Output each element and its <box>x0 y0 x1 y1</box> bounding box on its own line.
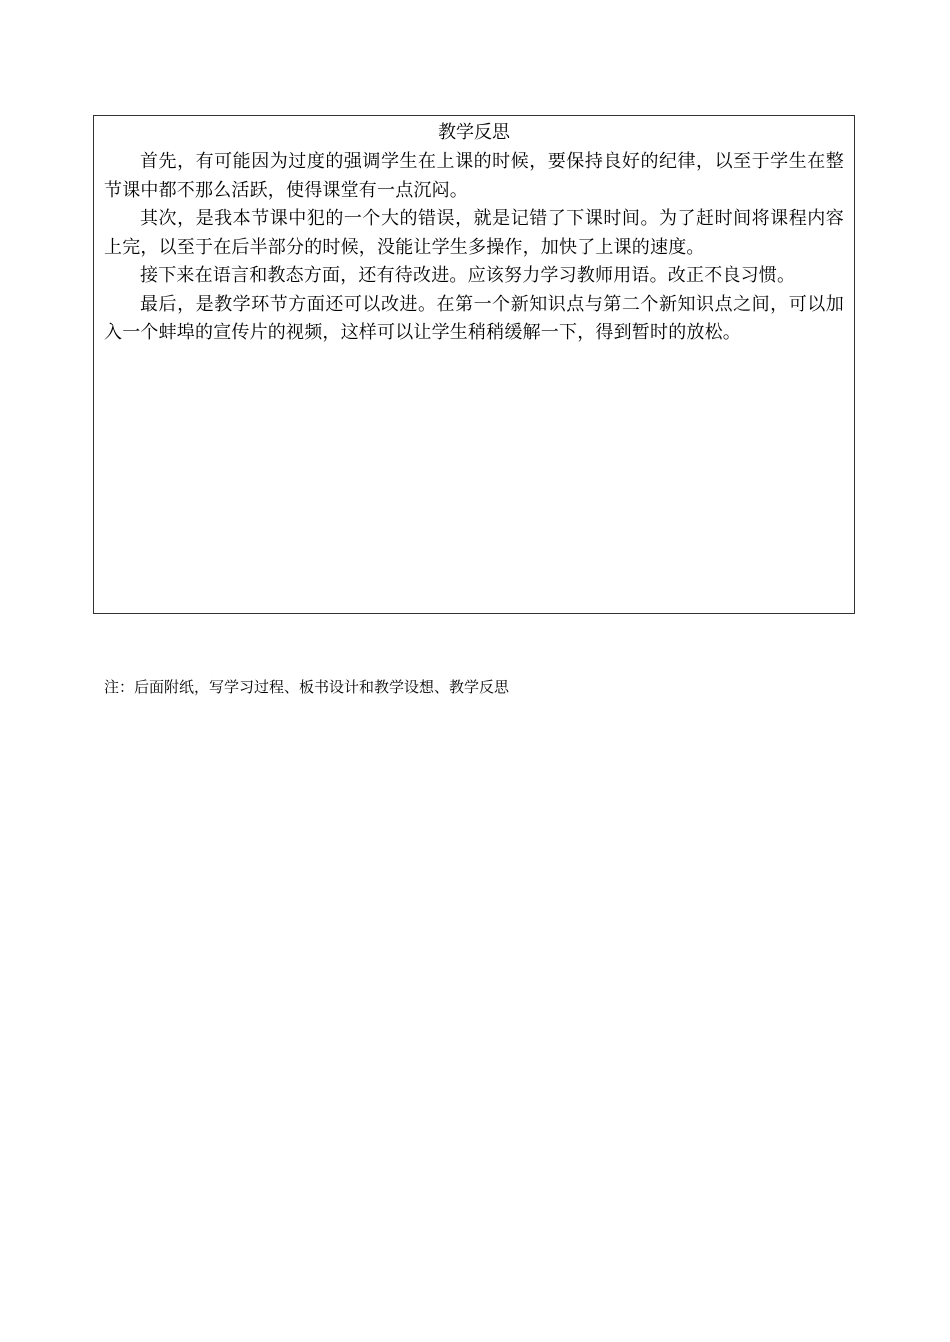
reflection-paragraph-1: 首先，有可能因为过度的强调学生在上课的时候，要保持良好的纪律，以至于学生在整节课中都不那么活跃，使得课堂有一点沉闷。 <box>104 151 844 201</box>
reflection-table-cell <box>93 115 855 614</box>
footnote: 注：后面附纸，写学习过程、板书设计和教学设想、教学反思 <box>104 678 510 696</box>
reflection-paragraph-4: 最后，是教学环节方面还可以改进。在第一个新知识点与第二个新知识点之间，可以加入一个蚌埠的宣传片的视频，这样可以让学生稍稍缓解一下，得到暂时的放松。 <box>104 293 844 343</box>
reflection-paragraph-2: 其次，是我本节课中犯的一个大的错误，就是记错了下课时间。为了赶时间将课程内容上完，以至于在后半部分的时候，没能让学生多操作，加快了上课的速度。 <box>104 208 844 258</box>
section-title: 教学反思 <box>438 122 510 143</box>
reflection-paragraph-3: 接下来在语言和教态方面，还有待改进。应该努力学习教师用语。改正不良习惯。 <box>140 265 796 286</box>
